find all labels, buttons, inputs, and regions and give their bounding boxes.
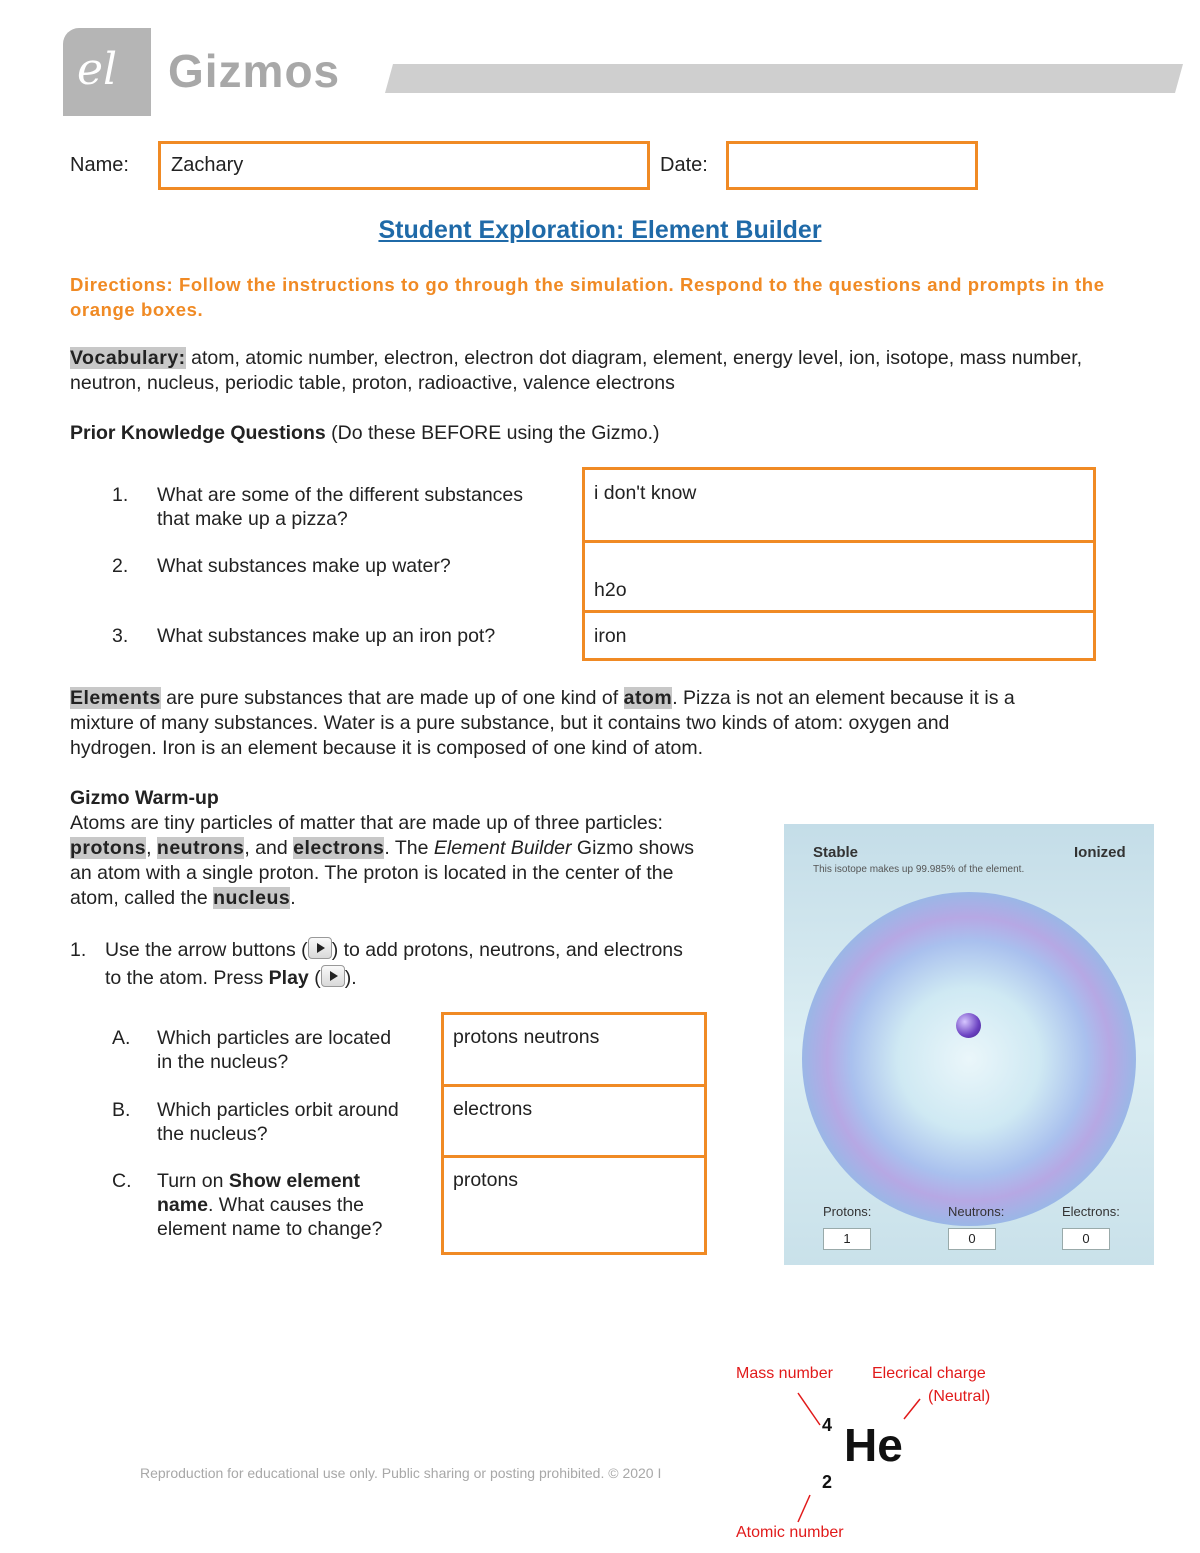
neutrons-count: 0 [948, 1228, 996, 1250]
directions: Directions: Follow the instructions to go through the simulation. Respond to the questions and prompts in the orange boxes. [70, 274, 1105, 320]
gizmos-logo-icon: el [63, 28, 151, 116]
footer-notice: Reproduction for educational use only. Public sharing or posting prohibited. © 2020 I [140, 1465, 662, 1481]
answer-field-b[interactable]: electrons [444, 1087, 704, 1158]
brand-name: Gizmos [168, 45, 341, 97]
elements-paragraph: Elements are pure substances that are made up of one kind of atom. Pizza is not an element because it is a mixture of many substances. Water is a pure substance, but it contains two kinds of atom: oxygen and hydrogen. Iron is an element because it is composed of one kind of atom. [70, 687, 1015, 759]
prior-question-3: 3. What substances make up an iron pot? [112, 625, 496, 647]
protons-label: Protons: [823, 1204, 872, 1219]
atomic-number-label: Atomic number [736, 1524, 844, 1541]
stable-label: Stable [813, 844, 859, 861]
proton-particle [956, 1013, 981, 1038]
vocabulary-label: Vocabulary: [70, 347, 186, 369]
ionized-label: Ionized [1074, 844, 1126, 861]
mass-number-label: Mass number [736, 1365, 833, 1382]
name-field[interactable]: Zachary [158, 141, 650, 190]
element-symbol: He [844, 1419, 903, 1471]
warmup-heading: Gizmo Warm-up [70, 787, 219, 809]
answer-field-2[interactable]: h2o [585, 543, 1093, 613]
answer-field-1[interactable]: i don't know [585, 470, 1093, 543]
warmup-question-c: C. Turn on Show element name. What causes the element name to change? [112, 1170, 383, 1240]
page-title: Student Exploration: Element Builder [378, 216, 822, 244]
warmup-question-a: A. Which particles are located in the nucleus? [112, 1027, 392, 1073]
charge-label: Elecrical charge [872, 1365, 986, 1382]
electron-cloud [802, 892, 1136, 1226]
vocabulary-text: atom, atomic number, electron, electron dot diagram, element, energy level, ion, isotope, mass number, neutron, nucleus, periodic table, proton, radioactive, valence electrons [70, 347, 1083, 394]
arrow-button-icon [308, 937, 332, 959]
answer-field-a[interactable]: protons neutrons [444, 1015, 704, 1087]
charge-sub-label: (Neutral) [928, 1388, 991, 1405]
electrons-count: 0 [1062, 1228, 1110, 1250]
gizmo-screenshot [784, 824, 1154, 1265]
mass-number: 4 [822, 1415, 833, 1435]
protons-count: 1 [823, 1228, 871, 1250]
neutrons-label: Neutrons: [948, 1204, 1005, 1219]
warmup-question-b: B. Which particles orbit around the nucleus? [112, 1099, 399, 1145]
date-field[interactable] [726, 141, 978, 190]
answer-field-3[interactable]: iron [594, 625, 627, 647]
prior-question-1: 1. What are some of the different substances that make up a pizza? [112, 484, 524, 530]
play-button-icon [321, 965, 345, 987]
electrons-label: Electrons: [1062, 1204, 1120, 1219]
date-label: Date: [660, 154, 708, 176]
header-bar [385, 64, 1183, 93]
prior-knowledge-heading: Prior Knowledge Questions (Do these BEFORE using the Gizmo.) [70, 422, 660, 444]
name-label: Name: [70, 154, 129, 176]
answer-field-c[interactable]: protons [453, 1169, 519, 1191]
vocabulary [70, 346, 1130, 396]
warmup-answers-table [441, 1012, 707, 1255]
atomic-number: 2 [822, 1472, 833, 1492]
prior-question-2: 2. What substances make up water? [112, 555, 451, 577]
prior-answers-table [582, 467, 1096, 661]
warmup-section: Gizmo Warm-up Atoms are tiny particles of matter that are made up of three particles: protons, neutrons, and electrons. The Element Builder Gizmo shows an atom with a single proton. The proton is located in the center of the atom, called the nucleus. [70, 787, 694, 909]
isotope-note: This isotope makes up 99.985% of the element. [813, 864, 1025, 875]
warmup-step-1: 1. Use the arrow buttons ( ) to add protons, neutrons, and electrons to the atom. Press Play ( ). [70, 939, 683, 989]
